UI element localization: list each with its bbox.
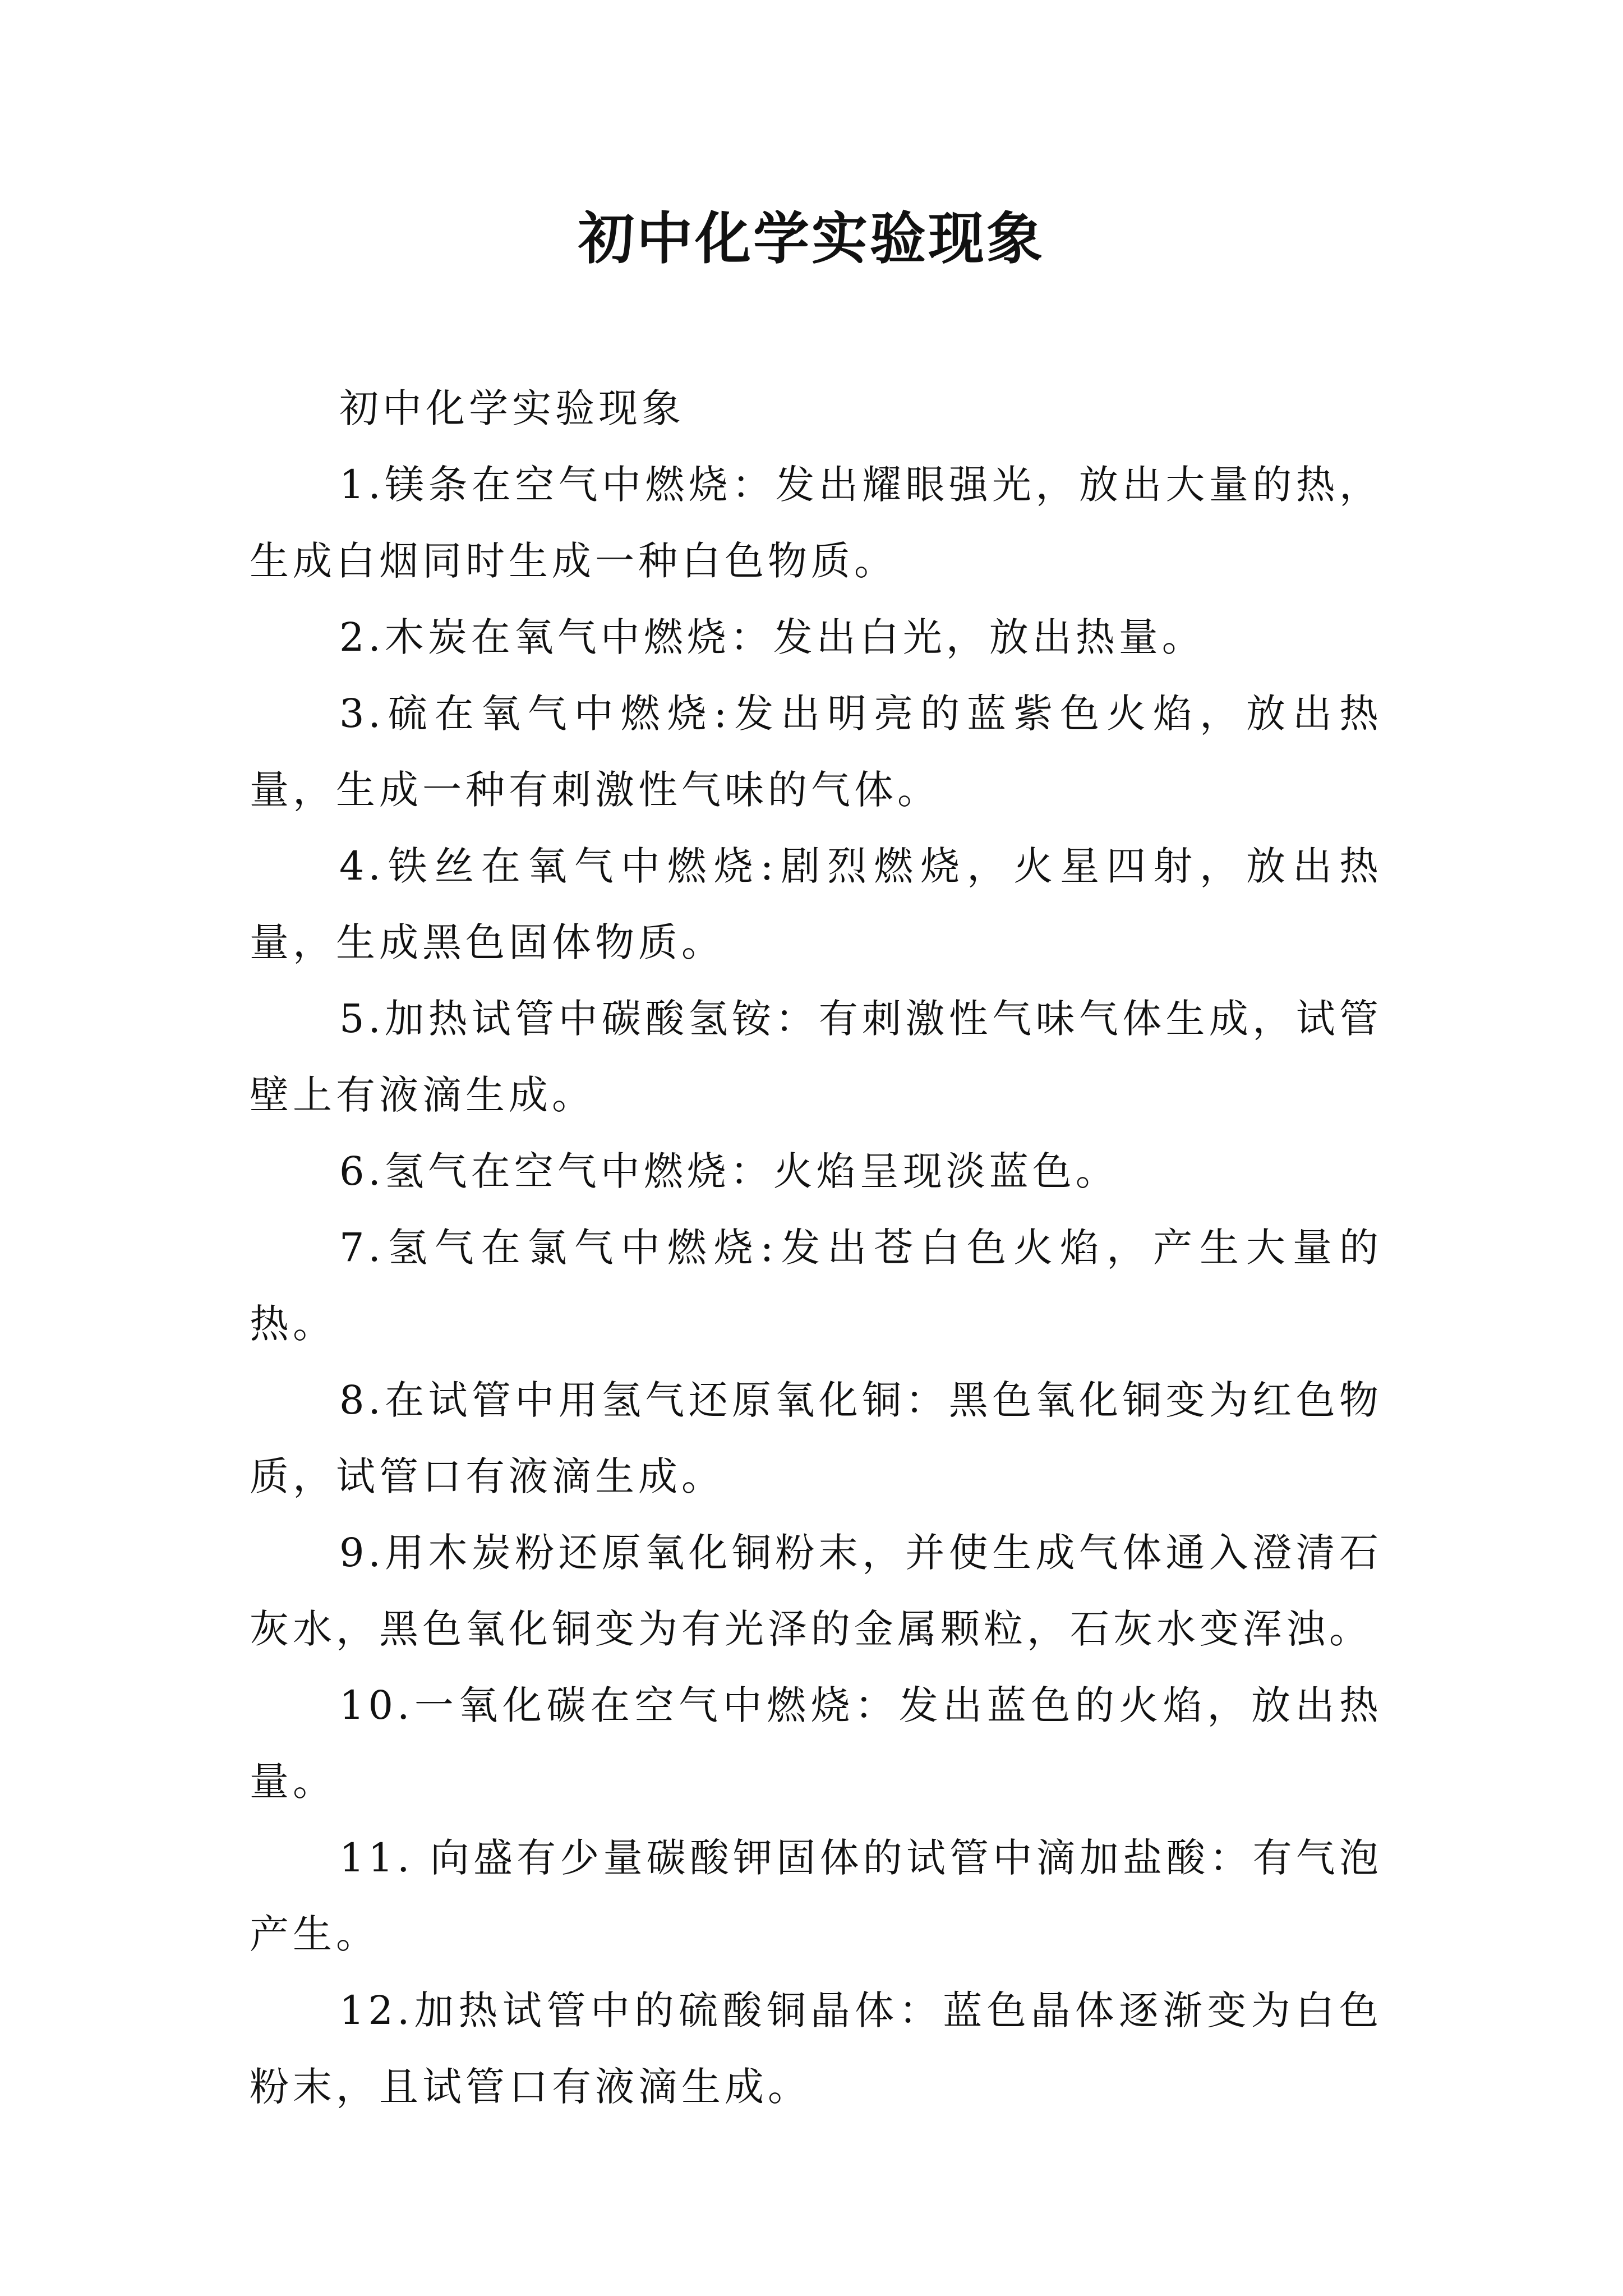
paragraph-item-6: 6.氢气在空气中燃烧：火焰呈现淡蓝色。 <box>339 1148 1119 1194</box>
document-title: 初中化学实验现象 <box>578 205 1045 272</box>
paragraph-item-4: 4.铁丝在氧气中燃烧:剧烈燃烧，火星四射，放出热量，生成黑色固体物质。 <box>250 843 1382 965</box>
paragraph-heading: 初中化学实验现象 <box>339 385 685 431</box>
paragraph-item-2: 2.木炭在氧气中燃烧：发出白光，放出热量。 <box>339 614 1205 660</box>
paragraph-item-12: 12.加热试管中的硫酸铜晶体：蓝色晶体逐渐变为白色粉末，且试管口有液滴生成。 <box>250 1987 1382 2110</box>
paragraph-item-5: 5.加热试管中碳酸氢铵：有刺激性气味气体生成，试管壁上有液滴生成。 <box>250 996 1382 1118</box>
paragraph-item-10: 10.一氧化碳在空气中燃烧：发出蓝色的火焰，放出热量。 <box>250 1682 1382 1805</box>
paragraph-item-8: 8.在试管中用氢气还原氧化铜：黑色氧化铜变为红色物质，试管口有液滴生成。 <box>250 1377 1382 1499</box>
document-body <box>250 370 1382 2125</box>
paragraph-item-7: 7.氢气在氯气中燃烧:发出苍白色火焰，产生大量的热。 <box>250 1225 1382 1347</box>
paragraph-item-3: 3.硫在氧气中燃烧:发出明亮的蓝紫色火焰，放出热量，生成一种有刺激性气味的气体。 <box>250 691 1382 813</box>
paragraph-item-9: 9.用木炭粉还原氧化铜粉末，并使生成气体通入澄清石灰水，黑色氧化铜变为有光泽的金属颗粒，石灰水变浑浊。 <box>250 1530 1382 1652</box>
paragraph-item-11: 11. 向盛有少量碳酸钾固体的试管中滴加盐酸：有气泡产生。 <box>250 1835 1382 1957</box>
paragraph-item-1: 1.镁条在空气中燃烧：发出耀眼强光，放出大量的热，生成白烟同时生成一种白色物质。 <box>250 462 1382 584</box>
